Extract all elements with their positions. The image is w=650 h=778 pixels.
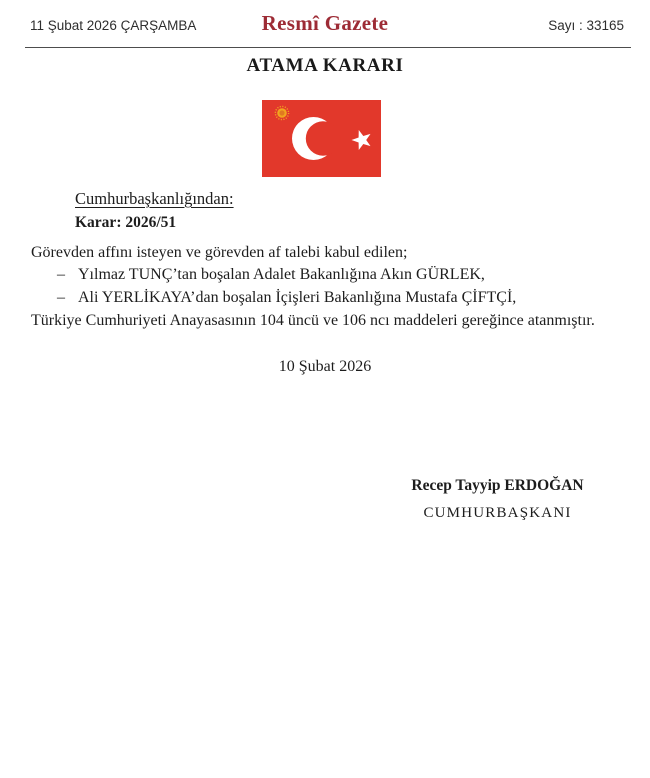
body-intro: Görevden affını isteyen ve görevden af talebi kabul edilen; [31, 244, 408, 261]
document-title: ATAMA KARARI [246, 55, 404, 76]
signer-name: Recep Tayyip ERDOĞAN [411, 477, 584, 494]
issue-date: 11 Şubat 2026 ÇARŞAMBA [30, 18, 197, 33]
turkish-presidential-flag-image [262, 100, 381, 177]
body-closing: Türkiye Cumhuriyeti Anayasasının 104 üncü ve 106 ncı maddeleri gereğince atanmıştır. [31, 312, 595, 329]
dash-bullet: – [57, 289, 65, 306]
header-divider [25, 47, 631, 48]
appointment-text: Yılmaz TUNÇ’tan boşalan Adalet Bakanlığına Akın GÜRLEK, [78, 266, 485, 283]
appointment-item [57, 266, 485, 284]
decision-date: 10 Şubat 2026 [278, 358, 372, 375]
issue-number: Sayı : 33165 [548, 18, 624, 33]
appointment-text: Ali YERLİKAYA’dan boşalan İçişleri Bakanlığına Mustafa ÇİFTÇİ, [78, 289, 517, 306]
issuing-authority: Cumhurbaşkanlığından: [75, 189, 234, 208]
dash-bullet: – [57, 266, 65, 283]
decision-number: Karar: 2026/51 [75, 214, 177, 231]
signer-title: CUMHURBAŞKANI [423, 505, 572, 521]
appointment-item [57, 289, 516, 307]
turkish-presidential-flag [262, 100, 381, 177]
masthead-title: Resmî Gazete [261, 11, 389, 35]
signature-block [400, 477, 595, 522]
